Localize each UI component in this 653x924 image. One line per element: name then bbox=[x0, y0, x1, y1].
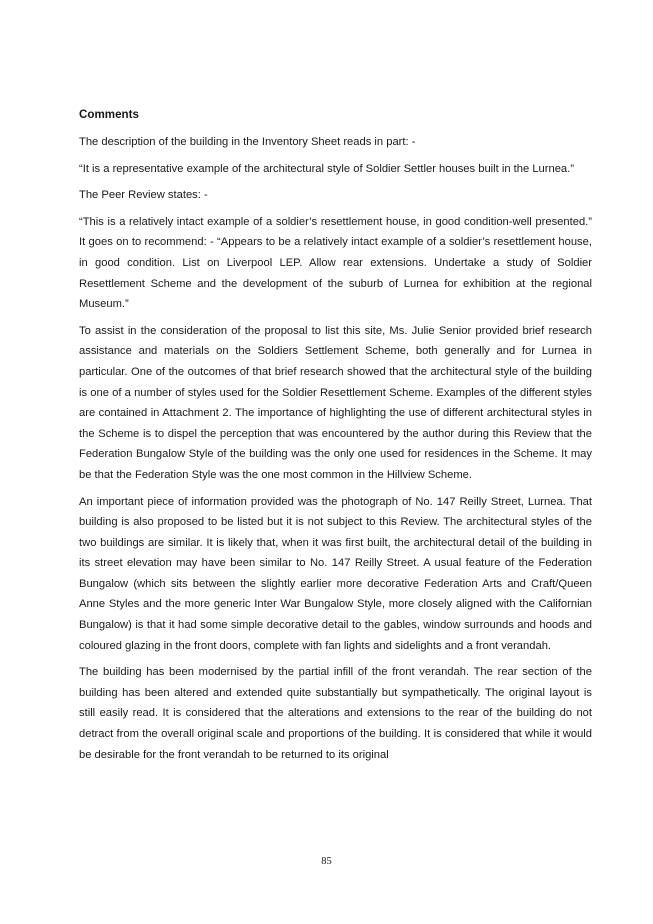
page-number: 85 bbox=[321, 856, 332, 867]
section-heading: Comments bbox=[79, 108, 139, 121]
paragraph-inventory-intro: The description of the building in the Inventory Sheet reads in part: - bbox=[79, 136, 416, 148]
document-body bbox=[79, 105, 592, 771]
paragraph-peer-review-quote: “This is a relatively intact example of a soldier’s resettlement house, in good condition-well presented.” It goes on to recommend: - “Appears to be a relatively intact example of a soldier’s resettlement house, in good condition. List on Liverpool LEP. Allow rear extensions. Undertake a study of Soldier Resettlement Scheme and the development of the suburb of Lurnea for exhibition at the regional Museum.” bbox=[79, 215, 592, 311]
paragraph-reilly-street: An important piece of information provided was the photograph of No. 147 Reilly Street, Lurnea. That building is also proposed to be listed but it is not subject to this Review. The architectural styles of the two buildings are similar. It is likely that, when it was first built, the architectural detail of the building in its street elevation may have been similar to No. 147 Reilly Street. A usual feature of the Federation Bungalow (which sits between the slightly earlier more decorative Federation Arts and Craft/Queen Anne Styles and the more generic Inter War Bungalow Style, more closely aligned with the Californian Bungalow) is that it had some simple decorative detail to the gables, window surrounds and hoods and coloured glazing in the front doors, complete with fan lights and sidelights and a front verandah. bbox=[79, 495, 592, 652]
paragraph-peer-review-intro: The Peer Review states: - bbox=[79, 189, 208, 202]
paragraph-research-assistance: To assist in the consideration of the proposal to list this site, Ms. Julie Senior provided brief research assistance and materials on the Soldiers Settlement Scheme, both generally and for Lurnea in particular. One of the outcomes of that brief research showed that the architectural style of the building is one of a number of styles used for the Soldier Resettlement Scheme. Examples of the different styles are contained in Attachment 2. The importance of highlighting the use of different architectural styles in the Scheme is to dispel the perception that was encountered by the author during this Review that the Federation Bungalow Style of the building was the only one used for residences in the Scheme. It may be that the Federation Style was the one most common in the Hillview Scheme. bbox=[79, 324, 592, 481]
paragraph-inventory-quote: “It is a representative example of the architectural style of Soldier Settler houses built in the Lurnea.” bbox=[79, 162, 574, 175]
paragraph-modernisation: The building has been modernised by the partial infill of the front verandah. The rear section of the building has been altered and extended quite substantially but sympathetically. The original layout is still easily read. It is considered that the alterations and extensions to the rear of the building do not detract from the overall original scale and proportions of the building. It is considered that while it would be desirable for the front verandah to be returned to its original bbox=[79, 666, 592, 761]
